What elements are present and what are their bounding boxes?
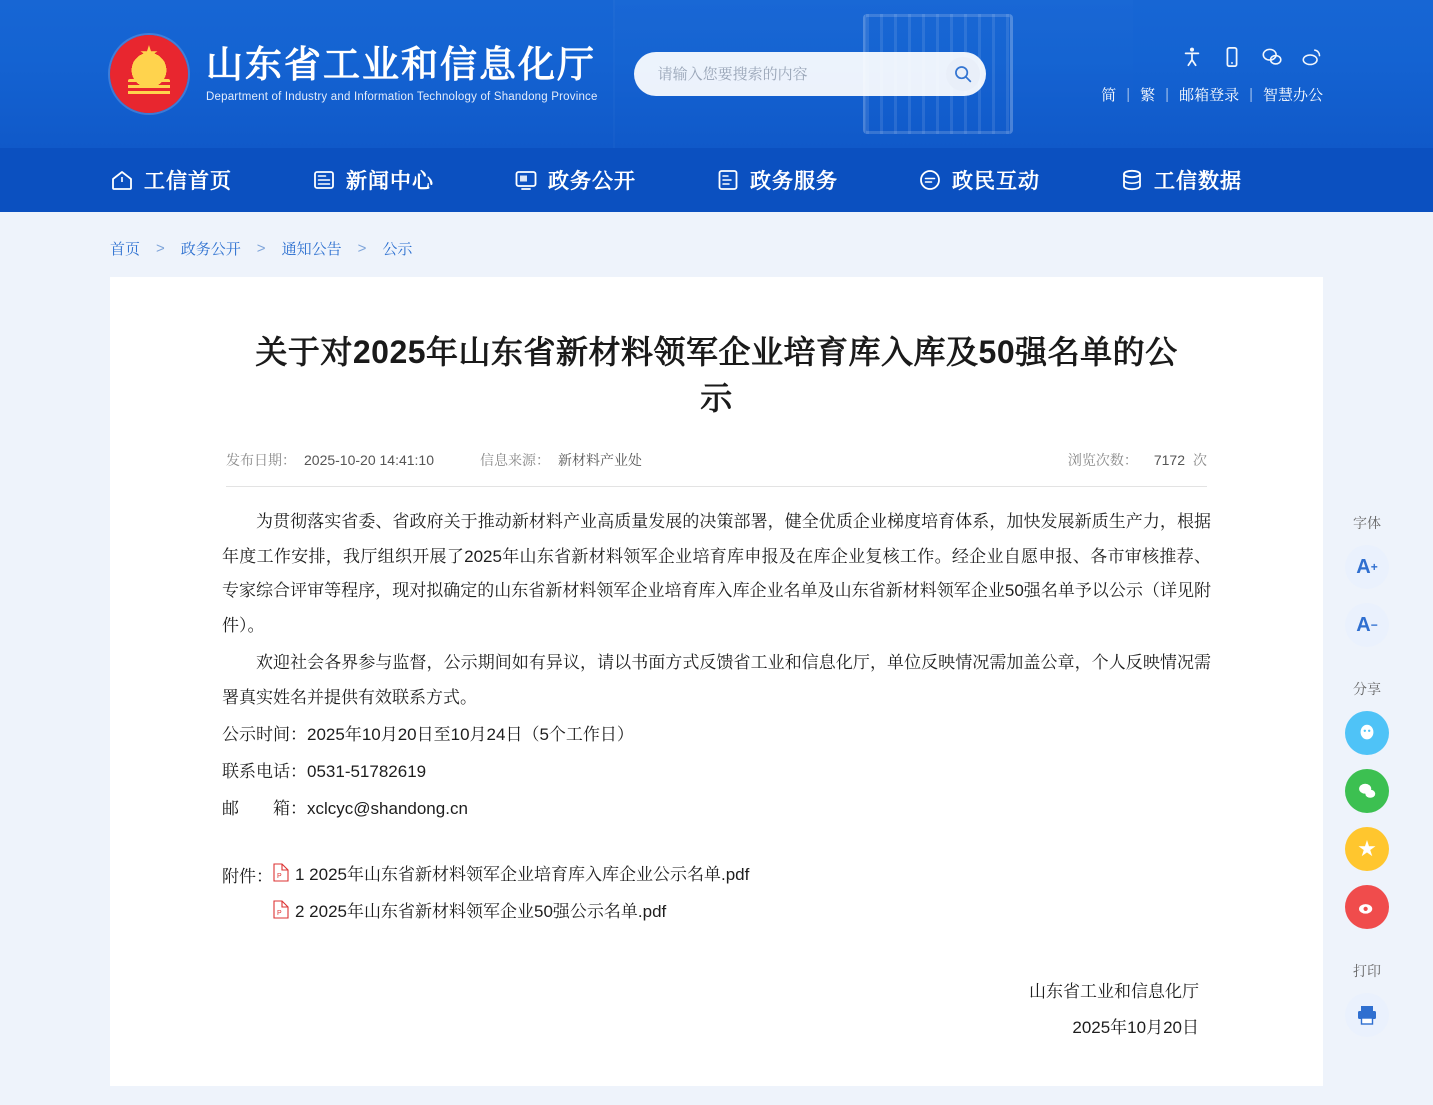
article-meta xyxy=(222,450,1211,486)
font-size-group xyxy=(1345,513,1389,661)
nav-label: 政务服务 xyxy=(750,170,838,193)
article-info-line-2: 联系电话：0531-51782619 xyxy=(222,761,427,781)
font-increase-button[interactable] xyxy=(1345,545,1389,589)
site-identity xyxy=(206,45,598,103)
font-increase-label: A xyxy=(1356,555,1371,578)
print-button[interactable] xyxy=(1345,993,1389,1037)
signature xyxy=(222,974,1211,1045)
publish-date-group xyxy=(226,450,434,470)
header-social-icons xyxy=(1101,46,1323,68)
views-group xyxy=(1068,450,1207,470)
mobile-icon[interactable] xyxy=(1221,46,1243,68)
breadcrumb-separator: > xyxy=(357,240,367,257)
views-label: 浏览次数： xyxy=(1067,451,1138,468)
weibo-share-icon[interactable] xyxy=(1345,885,1389,929)
weibo-glyph-icon xyxy=(1356,896,1378,918)
page-title: 关于对2025年山东省新材料领军企业培育库入库及50强名单的公示 xyxy=(255,334,1178,417)
views-unit: 次 xyxy=(1193,451,1207,468)
smart-office-link[interactable]: 智慧办公 xyxy=(1262,86,1323,104)
attachments xyxy=(222,860,1211,922)
national-emblem-icon xyxy=(110,35,188,113)
font-decrease-label: A xyxy=(1356,613,1371,636)
site-title: 山东省工业和信息化厅 xyxy=(206,44,596,86)
svg-text:P: P xyxy=(277,873,282,881)
chat-icon xyxy=(918,168,942,192)
font-decrease-sup: − xyxy=(1370,618,1378,632)
attachments-label: 附件： xyxy=(222,867,273,887)
home-icon xyxy=(110,168,134,192)
lang-simplified-link[interactable]: 简 xyxy=(1101,86,1117,104)
nav-label: 政民互动 xyxy=(952,170,1040,193)
qq-share-icon[interactable] xyxy=(1345,711,1389,755)
wechat-icon[interactable] xyxy=(1261,46,1283,68)
content-wrap xyxy=(0,277,1433,1086)
star-glyph-icon: ★ xyxy=(1357,836,1377,861)
pdf-icon xyxy=(273,900,289,919)
meta-divider xyxy=(226,486,1207,487)
link-separator: | xyxy=(1249,85,1253,103)
monitor-icon xyxy=(514,168,538,192)
nav-item-interaction[interactable] xyxy=(918,165,1078,195)
signature-org: 山东省工业和信息化厅 xyxy=(1029,982,1199,1002)
nav-item-government-disclosure[interactable] xyxy=(514,165,674,195)
lang-traditional-link[interactable]: 繁 xyxy=(1140,86,1156,104)
source-label: 信息来源： xyxy=(480,451,550,468)
nav-label: 工信数据 xyxy=(1154,170,1242,193)
header-right xyxy=(1101,44,1323,105)
publish-date-label: 发布日期： xyxy=(226,451,296,468)
accessibility-icon[interactable] xyxy=(1181,46,1203,68)
source-value: 新材料产业处 xyxy=(558,451,642,468)
breadcrumb-bar xyxy=(0,212,1433,277)
share-label: 分享 xyxy=(1353,681,1381,697)
print-label: 打印 xyxy=(1353,963,1381,979)
article-info-line-3: 邮 箱：xclcyc@shandong.cn xyxy=(222,798,468,818)
attachment-item[interactable] xyxy=(273,860,749,885)
print-group xyxy=(1345,961,1389,1051)
attachment-link[interactable]: 1 2025年山东省新材料领军企业培育库入库企业公示名单.pdf xyxy=(295,865,750,885)
font-size-label: 字体 xyxy=(1353,515,1381,531)
breadcrumb-item-disclosure[interactable]: 政务公开 xyxy=(180,241,241,258)
search-box[interactable] xyxy=(634,52,986,96)
search-input[interactable] xyxy=(656,65,946,84)
main-nav xyxy=(0,148,1433,212)
breadcrumb-item-home[interactable]: 首页 xyxy=(110,241,141,258)
publish-date-value: 2025-10-20 14:41:10 xyxy=(304,451,434,468)
nav-item-news[interactable] xyxy=(312,165,472,195)
printer-icon xyxy=(1355,1003,1379,1027)
tool-rail xyxy=(1319,513,1415,1069)
wechat-glyph-icon xyxy=(1356,780,1378,802)
nav-label: 政务公开 xyxy=(548,170,636,193)
breadcrumb-separator: > xyxy=(256,240,266,257)
attachment-link[interactable]: 2 2025年山东省新材料领军企业50强公示名单.pdf xyxy=(295,902,667,922)
news-icon xyxy=(312,168,336,192)
nav-item-home[interactable] xyxy=(110,165,270,195)
search-button[interactable] xyxy=(946,57,980,91)
mail-login-link[interactable]: 邮箱登录 xyxy=(1179,86,1240,104)
breadcrumb xyxy=(110,238,1323,259)
wechat-share-icon[interactable] xyxy=(1345,769,1389,813)
share-group xyxy=(1345,679,1389,943)
qq-glyph-icon xyxy=(1356,722,1378,744)
weibo-icon[interactable] xyxy=(1301,46,1323,68)
service-icon xyxy=(716,168,740,192)
pdf-icon xyxy=(273,863,289,882)
breadcrumb-item-announcement[interactable]: 公示 xyxy=(382,241,413,258)
attachment-item[interactable] xyxy=(273,897,749,922)
nav-item-government-service[interactable] xyxy=(716,165,876,195)
site-header xyxy=(0,0,1433,148)
header-links xyxy=(1101,84,1323,105)
nav-label: 新闻中心 xyxy=(346,170,434,193)
article-info-line-1: 公示时间：2025年10月20日至10月24日（5个工作日） xyxy=(222,724,634,744)
signature-date: 2025年10月20日 xyxy=(1072,1018,1199,1038)
views-value: 7172 xyxy=(1153,451,1185,468)
link-separator: | xyxy=(1165,85,1170,103)
nav-item-data[interactable] xyxy=(1120,165,1280,195)
site-subtitle: Department of Industry and Information Technology of Shandong Province xyxy=(206,90,598,103)
article-paragraph-2: 欢迎社会各界参与监督，公示期间如有异议，请以书面方式反馈省工业和信息化厅，单位反映情况需加盖公章，个人反映情况需署真实姓名并提供有效联系方式。 xyxy=(222,653,1211,707)
breadcrumb-item-notice[interactable]: 通知公告 xyxy=(281,241,342,258)
article-paragraph-1: 为贯彻落实省委、省政府关于推动新材料产业高质量发展的决策部署，健全优质企业梯度培育体系，加快发展新质生产力，根据年度工作安排，我厅组织开展了2025年山东省新材料领军企业培育库申报及在库企业复核工作。经企业自愿申报、各市审核推荐、专家综合评审等程序，现对拟确定的山东省新材料领军企业培育库入库企业名单及山东省新材料领军企业50强名单予以公示（详见附件）。 xyxy=(222,511,1211,636)
nav-label: 工信首页 xyxy=(144,170,232,193)
article-card xyxy=(110,277,1323,1086)
search-icon xyxy=(952,63,974,85)
database-icon xyxy=(1120,168,1144,192)
link-separator: | xyxy=(1126,85,1131,103)
article-body xyxy=(222,505,1211,827)
source-group xyxy=(480,450,642,470)
breadcrumb-separator: > xyxy=(156,240,165,257)
svg-text:P: P xyxy=(277,910,282,918)
font-decrease-button[interactable] xyxy=(1345,603,1389,647)
favorite-icon[interactable] xyxy=(1345,827,1389,871)
font-increase-sup: + xyxy=(1370,560,1378,574)
